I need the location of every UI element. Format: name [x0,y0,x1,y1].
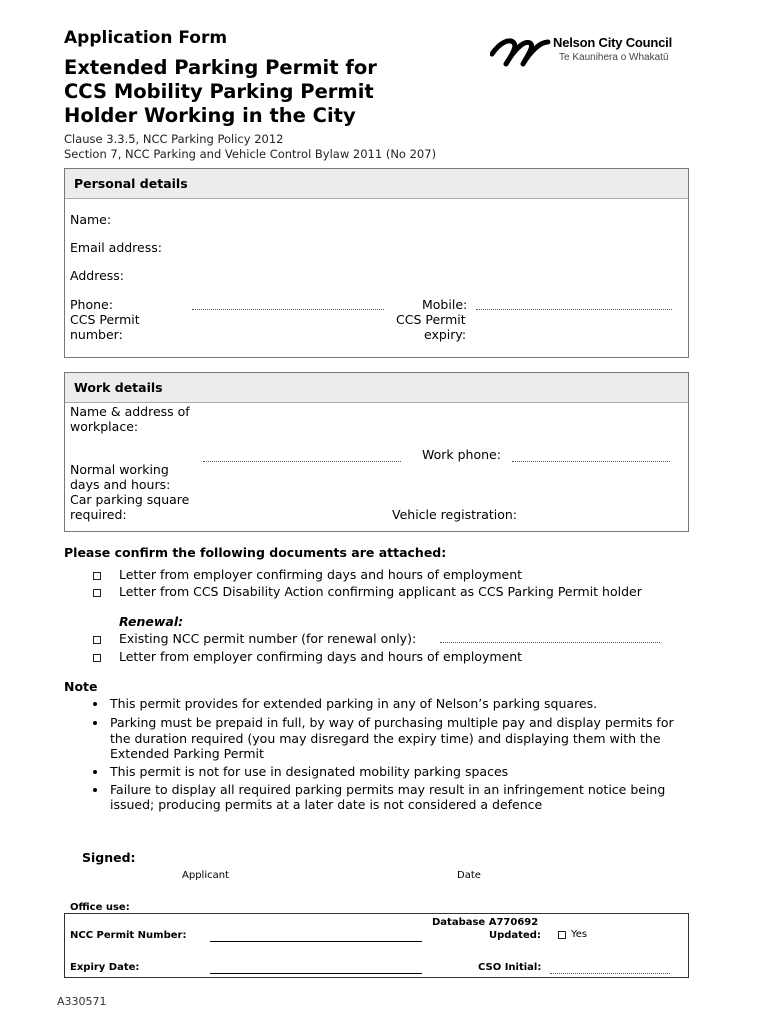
council-name: Nelson City Council [553,35,672,50]
parking-square-field[interactable] [200,500,380,522]
doc-ccs-letter-checkbox[interactable] [93,589,101,597]
note-heading: Note [64,679,98,694]
note-item-4-line-1: Failure to display all required parking permits may result in an infringement notice being [110,782,666,797]
doc-ccs-letter-label: Letter from CCS Disability Action confirming applicant as CCS Parking Permit holder [119,584,642,599]
ccs-permit-expiry-field[interactable] [476,314,672,342]
work-phone-field[interactable] [512,461,670,462]
address-field[interactable] [150,268,672,284]
note-bullet-2 [93,721,97,725]
note-bullet-3 [93,770,97,774]
date-caption: Date [457,870,481,881]
renewal-employer-letter-checkbox[interactable] [93,654,101,662]
cso-initial-label: CSO Initial: [478,962,542,973]
note-item-1: This permit provides for extended parking in any of Nelson’s parking squares. [110,696,598,711]
updated-yes-label: Yes [571,929,588,940]
address-label: Address: [70,268,124,283]
mobile-label: Mobile: [422,297,468,312]
office-use-heading: Office use: [70,902,130,913]
ccs-permit-expiry-label-line-1: CCS Permit [396,312,466,327]
workplace-label-line-2: workplace: [70,419,139,434]
workplace-field[interactable] [200,404,672,436]
updated-yes-checkbox[interactable] [558,931,566,939]
applicant-signature-field[interactable] [150,846,390,866]
phone-field[interactable] [192,309,384,310]
page-title-line-2: CCS Mobility Parking Permit [64,80,374,103]
form-kind-heading: Application Form [64,28,228,48]
vehicle-registration-field[interactable] [528,505,672,523]
phone-label: Phone: [70,297,113,312]
work-phone-label: Work phone: [422,447,501,462]
working-hours-label-line-2: days and hours: [70,477,171,492]
ccs-permit-expiry-label-line-2: expiry: [424,327,467,342]
work-details-heading: Work details [65,373,688,403]
expiry-date-label: Expiry Date: [70,962,140,973]
workplace-address-line[interactable] [203,461,401,462]
document-reference: A330571 [57,995,107,1008]
page-title-line-3: Holder Working in the City [64,104,356,127]
renewal-permit-number-label: Existing NCC permit number (for renewal only): [119,631,417,646]
section-reference: Section 7, NCC Parking and Vehicle Control Bylaw 2011 (No 207) [64,147,437,161]
expiry-date-field[interactable] [210,973,422,974]
ccs-permit-number-field[interactable] [160,314,380,342]
vehicle-registration-label: Vehicle registration: [392,507,518,522]
personal-details-heading: Personal details [65,169,688,199]
page-title-line-1: Extended Parking Permit for [64,56,377,79]
parking-square-label-line-2: required: [70,507,127,522]
ncc-permit-number-label: NCC Permit Number: [70,930,187,941]
working-hours-field[interactable] [200,470,672,492]
date-field[interactable] [440,846,620,866]
council-logo-mark-icon [490,34,552,68]
note-bullet-4 [93,788,97,792]
doc-employer-letter-label: Letter from employer confirming days and hours of employment [119,567,523,582]
cso-initial-field[interactable] [550,973,670,974]
note-item-4-line-2: issued; producing permits at a later date is not considered a defence [110,797,543,812]
documents-heading: Please confirm the following documents are attached: [64,545,447,560]
renewal-heading: Renewal: [119,614,184,629]
updated-label: Updated: [489,930,541,941]
note-item-2-line-2: the duration required (you may disregard the expiry time) and displaying them with the [110,731,661,746]
council-maori-name: Te Kaunihera o Whakatū [559,52,669,63]
signed-label: Signed: [82,850,136,865]
ncc-permit-number-field[interactable] [210,941,422,942]
ccs-permit-number-label-line-1: CCS Permit [70,312,140,327]
workplace-label-line-1: Name & address of [70,404,190,419]
name-label: Name: [70,212,112,227]
doc-employer-letter-checkbox[interactable] [93,572,101,580]
applicant-caption: Applicant [182,870,229,881]
clause-reference: Clause 3.3.5, NCC Parking Policy 2012 [64,132,284,146]
ccs-permit-number-label-line-2: number: [70,327,123,342]
renewal-permit-number-field[interactable] [440,642,660,643]
note-bullet-1 [93,702,97,706]
mobile-field[interactable] [476,309,672,310]
parking-square-label-line-1: Car parking square [70,492,190,507]
note-item-2-line-1: Parking must be prepaid in full, by way of purchasing multiple pay and display permits for [110,715,674,730]
note-item-3: This permit is not for use in designated mobility parking spaces [110,764,509,779]
name-field[interactable] [130,212,672,228]
email-label: Email address: [70,240,162,255]
email-field[interactable] [180,240,672,256]
renewal-permit-number-checkbox[interactable] [93,636,101,644]
working-hours-label-line-1: Normal working [70,462,169,477]
office-use-section [64,913,689,978]
note-item-2-line-3: Extended Parking Permit [110,746,264,761]
database-label: Database A770692 [432,917,539,928]
renewal-employer-letter-label: Letter from employer confirming days and hours of employment [119,649,523,664]
